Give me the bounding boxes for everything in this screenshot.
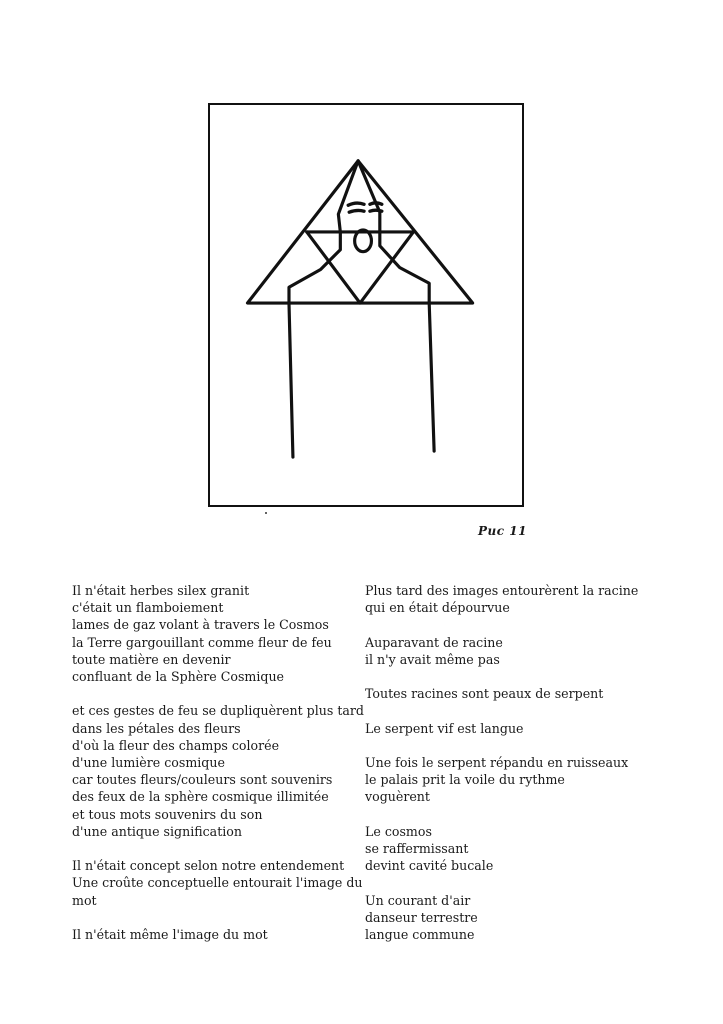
- poem-line: des feux de la sphère cosmique illimitée: [72, 789, 329, 805]
- illustration-frame: [208, 103, 524, 507]
- poem-line: dans les pétales des fleurs: [72, 720, 241, 736]
- poem-line: Le serpent vif est langue: [365, 720, 524, 736]
- poem-stanza: [365, 720, 665, 737]
- poem-line: d'où la fleur des champs colorée: [72, 737, 280, 753]
- eye-left: [348, 203, 364, 205]
- poem-line: Il n'était même l'image du mot: [72, 927, 268, 943]
- poem-line: Il n'était concept selon notre entendement: [72, 858, 345, 874]
- poem-line: se raffermissant: [365, 840, 469, 856]
- eye-right-lower: [370, 210, 382, 211]
- poem-stanza: [365, 582, 665, 616]
- poem-line: Il n'était herbes silex granit: [72, 583, 250, 598]
- poem-line: mot: [72, 892, 97, 908]
- poem-line: Toutes racines sont peaux de serpent: [365, 686, 604, 702]
- poem-stanza: [365, 685, 665, 702]
- poem-line: c'était un flamboiement: [72, 600, 224, 616]
- poem-line: qui en était dépourvue: [365, 600, 510, 616]
- poem-stanza: [72, 582, 372, 685]
- poem-stanza: [365, 634, 665, 668]
- poem-line: Un courant d'air: [365, 892, 471, 908]
- poem-line: danseur terrestre: [365, 909, 478, 925]
- poem-stanza: [72, 702, 372, 840]
- illustration-drawing: [210, 105, 522, 505]
- eye-left-lower: [349, 210, 364, 212]
- poem-line: lames de gaz volant à travers le Cosmos: [72, 617, 329, 633]
- poem-line: Une croûte conceptuelle entourait l'image du: [72, 875, 363, 891]
- poem-line: Plus tard des images entourèrent la racine: [365, 583, 639, 598]
- poem-line: d'une lumière cosmique: [72, 755, 225, 771]
- poem-line: Une fois le serpent répandu en ruisseaux: [365, 754, 629, 770]
- poem-line: d'une antique signification: [72, 823, 242, 839]
- print-speck: [265, 512, 267, 514]
- poem-line: et ces gestes de feu se dupliquèrent plus tard: [72, 703, 364, 719]
- poem-line: devint cavité bucale: [365, 858, 494, 874]
- poem-stanza: [72, 857, 372, 909]
- poem-line: Auparavant de racine: [365, 634, 503, 650]
- leg-left: [289, 303, 293, 457]
- poem-left-column: [72, 582, 372, 960]
- leg-right: [429, 303, 434, 451]
- poem-line: confluant de la Sphère Cosmique: [72, 669, 285, 685]
- poem-line: il n'y avait même pas: [365, 651, 500, 667]
- poem-right-column: [365, 582, 665, 960]
- poem-line: et tous mots souvenirs du son: [72, 806, 263, 822]
- poem-line: toute matière en devenir: [72, 651, 231, 667]
- eye-right: [370, 203, 382, 204]
- poem-line: Le cosmos: [365, 823, 432, 839]
- poem-line: car toutes fleurs/couleurs sont souvenirs: [72, 772, 333, 788]
- poem-line: langue commune: [365, 926, 475, 942]
- poem-stanza: [72, 926, 372, 943]
- face-right: [358, 161, 380, 232]
- poem-stanza: [365, 892, 665, 944]
- poem-line: voguèrent: [365, 789, 430, 805]
- poem-stanza: [365, 823, 665, 875]
- poem-stanza: [365, 754, 665, 806]
- poem-line: la Terre gargouillant comme fleur de feu: [72, 634, 332, 650]
- illustration-caption: Puc 11: [478, 524, 527, 538]
- poem-line: le palais prit la voile du rythme: [365, 772, 565, 788]
